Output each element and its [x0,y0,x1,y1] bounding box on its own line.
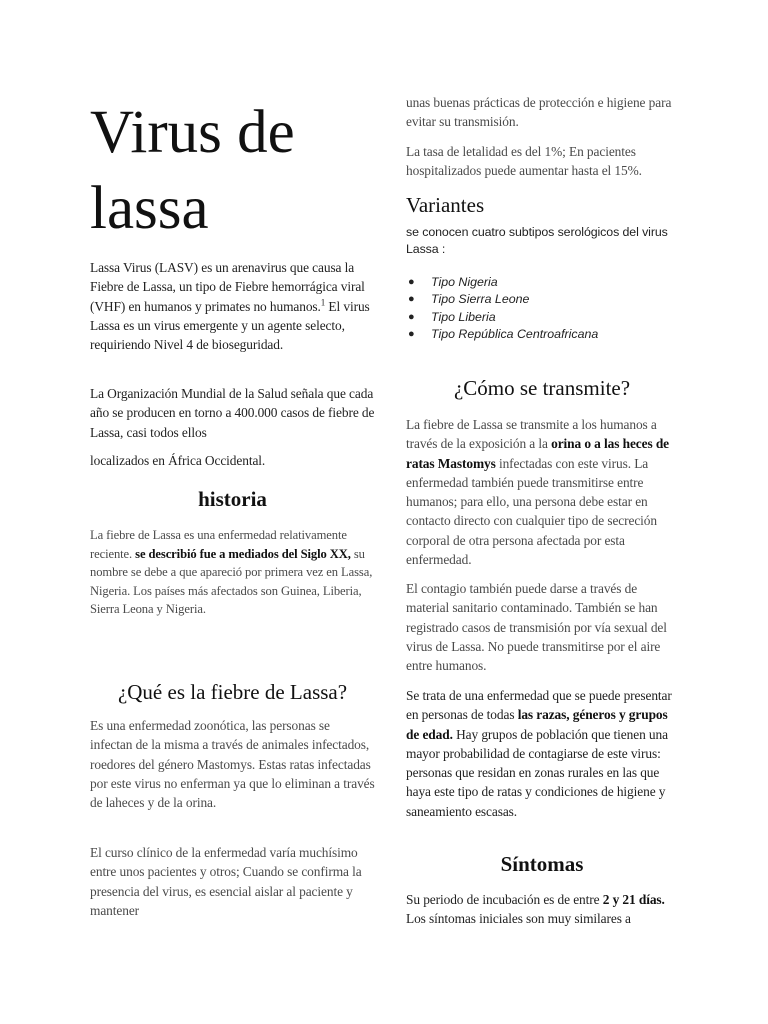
que-es-paragraph-2: El curso clínico de la enfermedad varía muchísimo entre unos pacientes y otros; Cuando se confirma la presencia del virus, es esencial aislar al paciente y mantener [90,845,362,918]
list-item [406,309,678,326]
intro-paragraph [90,258,375,354]
transmite-p3-text: Se trata de una enfermedad que se puede presentar en personas de todas [406,688,672,723]
que-es-heading: ¿Qué es la fiebre de Lassa? [117,680,348,704]
transmite-p3-bold: las razas, géneros y grupos de edad. [406,707,668,742]
transmite-paragraph-3 [406,686,678,821]
variantes-intro: se conocen cuatro subtipos serológicos del virus Lassa : [406,225,668,257]
list-item [406,291,678,308]
historia-bold: se describió fue a mediados del Siglo XX, [135,546,351,561]
que-es-paragraph-1: Es una enfermedad zoonótica, las personas se infectan de la misma a través de animales infectados, roedores del género Mastomys. Estas ratas infectadas por este virus no enferman ya que lo eliminan a través de laheces y de la orina. [90,718,375,811]
footnote-ref[interactable]: 1 [320,297,326,308]
historia-text-cont: su nombre se debe a que apareció por primera vez en Lassa, Nigeria. Los países más afectados son Guinea, Liberia, Sierra Leona y Nigeria. [90,546,373,617]
transmite-text: La fiebre de Lassa se transmite a los humanos a través de la exposición a la [406,417,657,452]
bullet-icon: ● [408,293,415,306]
sintomas-text: Su periodo de incubación es de entre [406,892,603,907]
bullet-icon: ● [408,310,415,323]
sintomas-bold: 2 y 21 días. [602,892,665,907]
bullet-icon: ● [408,276,415,288]
transmite-paragraph-2: El contagio también puede darse a través de material sanitario contaminado. También se han registrado casos de transmisión por vía sexual del virus de Lassa. No puede transmitirse por el aire entre humanos. [406,581,667,674]
variantes-heading: Variantes [406,193,485,217]
intro-text-cont: El virus Lassa es un virus emergente y un agente selecto, requiriendo Nivel 4 de bioseguridad. [90,298,370,353]
intro-text: Lassa Virus (LASV) es un arenavirus que causa la Fiebre de Lassa, un tipo de Fiebre hemorrágica viral (VHF) en humanos y primates no humanos. [90,260,365,314]
page-title-line1: Virus de [90,99,295,166]
oms-paragraph-tail: localizados en África Occidental. [90,453,266,468]
historia-heading: historia [198,487,267,511]
sintomas-heading: Síntomas [500,852,584,876]
variant-label: Tipo Liberia [431,309,496,324]
variant-label: Tipo Sierra Leone [431,292,530,307]
oms-paragraph: La Organización Mundial de la Salud señala que cada año se producen en torno a 400.000 casos de fiebre de Lassa, casi todos ellos [90,386,375,440]
sintomas-paragraph [406,890,678,929]
list-item [406,274,678,291]
variantes-list [406,274,678,344]
transmite-bold: orina o a las heces de ratas Mastomys [406,436,670,471]
historia-paragraph [90,526,375,619]
list-item [406,326,678,343]
historia-text: La fiebre de Lassa es una enfermedad relativamente reciente. [90,528,347,561]
variant-label: Tipo Nigeria [431,275,498,289]
transmite-p3-text-cont: Hay grupos de población que tienen una mayor probabilidad de contagiarse de este virus: personas que residan en zonas rurales en las que haya este tipo de ratas y condiciones de higiene y saneamiento escasas. [406,726,668,819]
transmite-text-cont: infectadas con este virus. La enfermedad también puede transmitirse entre humanos; para ello, una persona debe estar en contacto directo con cualquier tipo de secreción corporal de otra persona afectada por esta enfermedad. [406,455,657,568]
variant-label: Tipo República Centroafricana [431,327,599,342]
page-title-line2: lassa [90,175,209,242]
bullet-icon: ● [408,328,415,341]
transmite-heading: ¿Cómo se transmite? [453,376,631,400]
letalidad-paragraph: La tasa de letalidad es del 1%; En pacientes hospitalizados puede aumentar hasta el 15%. [406,144,642,179]
sintomas-text-cont: Los síntomas iniciales son muy similares a [406,911,631,927]
transmite-paragraph-1 [406,415,678,569]
proteccion-paragraph: unas buenas prácticas de protección e higiene para evitar su transmisión. [406,95,672,130]
